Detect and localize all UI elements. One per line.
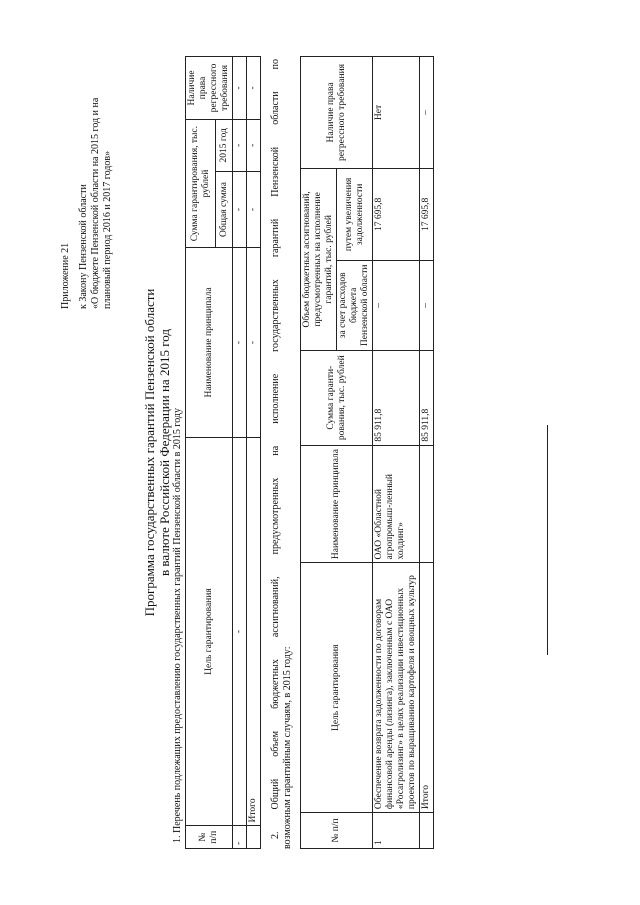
table-total-row (247, 57, 261, 849)
budget-allocations-table (300, 56, 434, 849)
table-row (373, 57, 420, 849)
appendix-number: Приложение 21 (60, 242, 71, 309)
col2-debt-header: путем увеличения задолженности (337, 168, 373, 260)
cell-total: - (233, 171, 247, 248)
section2-heading (270, 59, 294, 849)
cell-regress: Нет (373, 57, 420, 169)
col-num-header: № п/п (186, 826, 233, 849)
page-title (142, 0, 172, 905)
end-separator-line (547, 425, 548, 655)
title-line-2: в валюте Российской Федерации на 2015 год (157, 329, 172, 576)
total-label: Итого (247, 437, 261, 826)
col2-principal-header: Наименование принципала (301, 445, 373, 563)
appendix-header (60, 98, 114, 309)
table-row (233, 57, 247, 849)
col2-num-header: № п/п (301, 813, 373, 849)
cell-principal: - (233, 248, 247, 437)
appendix-law: к Закону Пензенской области (78, 184, 89, 309)
col2-purpose-header: Цель гарантирования (301, 563, 373, 813)
total-sum: - (247, 171, 261, 248)
col-sum-2015-header: 2015 год (216, 119, 233, 171)
col-purpose-header: Цель гарантирования (186, 437, 233, 826)
col-principal-header: Наименование принципала (186, 248, 233, 437)
cell-purpose: Обеспечение возврата задолженности по договорам финансовой аренды (лизинга), заключенным с ОАО «Росагролизинг» в целях реализации инвестиционных проектов по выращиванию картофеля и овощных культур (373, 563, 420, 813)
total-regress: - (247, 57, 261, 120)
col2-sum-header: Сумма гаранти-рования, тыс. рублей (301, 350, 373, 445)
section2-line-1: 2. Общий объем бюджетных ассигнований, предусмотренных на исполнение государственных гарантий Пензенской области по (270, 59, 281, 839)
cell-2015: - (233, 119, 247, 171)
total-debt: 17 695,8 (420, 168, 434, 260)
guarantees-list-table (185, 56, 261, 849)
total-label: Итого (420, 563, 434, 813)
col-regress-header: Наличие права регрессного требования (186, 57, 233, 120)
cell-num: 1 (373, 813, 420, 849)
col-sum-total-header: Общая сумма (216, 171, 233, 248)
cell-sum: 85 911,8 (373, 350, 420, 445)
col2-budget-header: Объем бюджетных ассигнований, предусмотренных на исполнение гарантий, тыс. рублей (301, 168, 337, 350)
cell-principal: ОАО «Областной агропромыш-ленный холдинг» (373, 445, 420, 563)
total-principal: - (247, 248, 261, 437)
col2-expense-header: за счет расходов бюджета Пензенской области (337, 260, 373, 350)
col2-regress-header: Наличие права регрессного требования (301, 57, 373, 169)
cell-purpose: - (233, 437, 247, 826)
total-2015: - (247, 119, 261, 171)
cell-regress: - (233, 57, 247, 120)
appendix-law-period: плановый период 2016 и 2017 годов» (102, 150, 113, 309)
total-regress: – (420, 57, 434, 169)
table-total-row (420, 57, 434, 849)
cell-expense: – (373, 260, 420, 350)
total-sum: 85 911,8 (420, 350, 434, 445)
cell-debt: 17 695,8 (373, 168, 420, 260)
total-expense: – (420, 260, 434, 350)
title-line-1: Программа государственных гарантий Пензенской области (142, 288, 157, 617)
section1-heading: 1. Перечень подлежащих предоставлению государственных гарантий Пензенской области в 2015 году (172, 408, 183, 843)
col-sum-header: Сумма гарантирования, тыс. рублей (186, 119, 216, 247)
appendix-law-title: «О бюджете Пензенской области на 2015 год и на (90, 97, 101, 309)
section2-line-2: возможным гарантийным случаям, в 2015 году: (282, 646, 293, 849)
cell-num: - (233, 826, 247, 849)
